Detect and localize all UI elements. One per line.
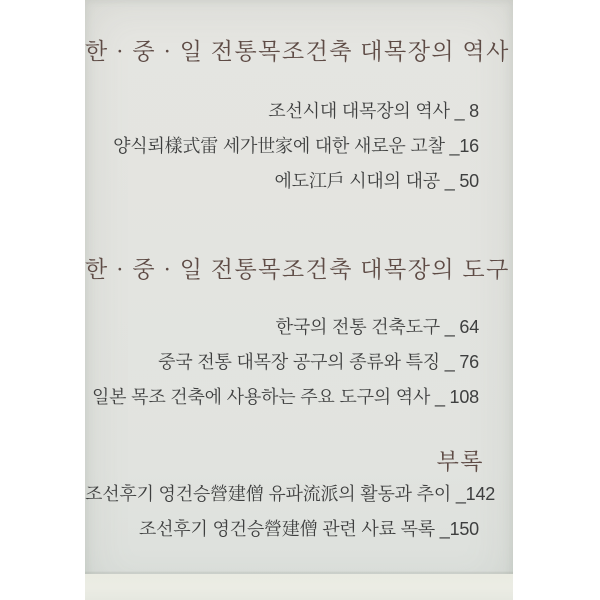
section-heading-appendix: 부록 — [436, 449, 484, 474]
toc-entries-tools — [85, 310, 479, 415]
toc-entry: 조선시대 대목장의 역사 _ 8 — [268, 101, 479, 121]
page-bottom-edge — [85, 574, 513, 600]
toc-entry: 에도江戶 시대의 대공 _ 50 — [274, 171, 479, 191]
section-heading-tools: 한 · 중 · 일 전통목조건축 대목장의 도구 — [85, 257, 510, 282]
toc-entries-appendix — [85, 477, 496, 547]
toc-entry: 한국의 전통 건축도구 _ 64 — [275, 317, 479, 337]
toc-entry: 조선후기 영건승營建僧 유파流派의 활동과 추이 _142 — [85, 484, 496, 504]
toc-entry: 양식뢰樣式雷 세가世家에 대한 새로운 고찰 _16 — [113, 136, 479, 156]
book-page-photo — [85, 0, 513, 600]
toc-entries-history — [85, 94, 479, 199]
section-heading-history: 한 · 중 · 일 전통목조건축 대목장의 역사 — [85, 39, 510, 64]
toc-entry: 조선후기 영건승營建僧 관련 사료 목록 _150 — [138, 519, 479, 539]
toc-entry: 중국 전통 대목장 공구의 종류와 특징 _ 76 — [158, 352, 479, 372]
toc-entry: 일본 목조 건축에 사용하는 주요 도구의 역사 _ 108 — [91, 387, 479, 407]
